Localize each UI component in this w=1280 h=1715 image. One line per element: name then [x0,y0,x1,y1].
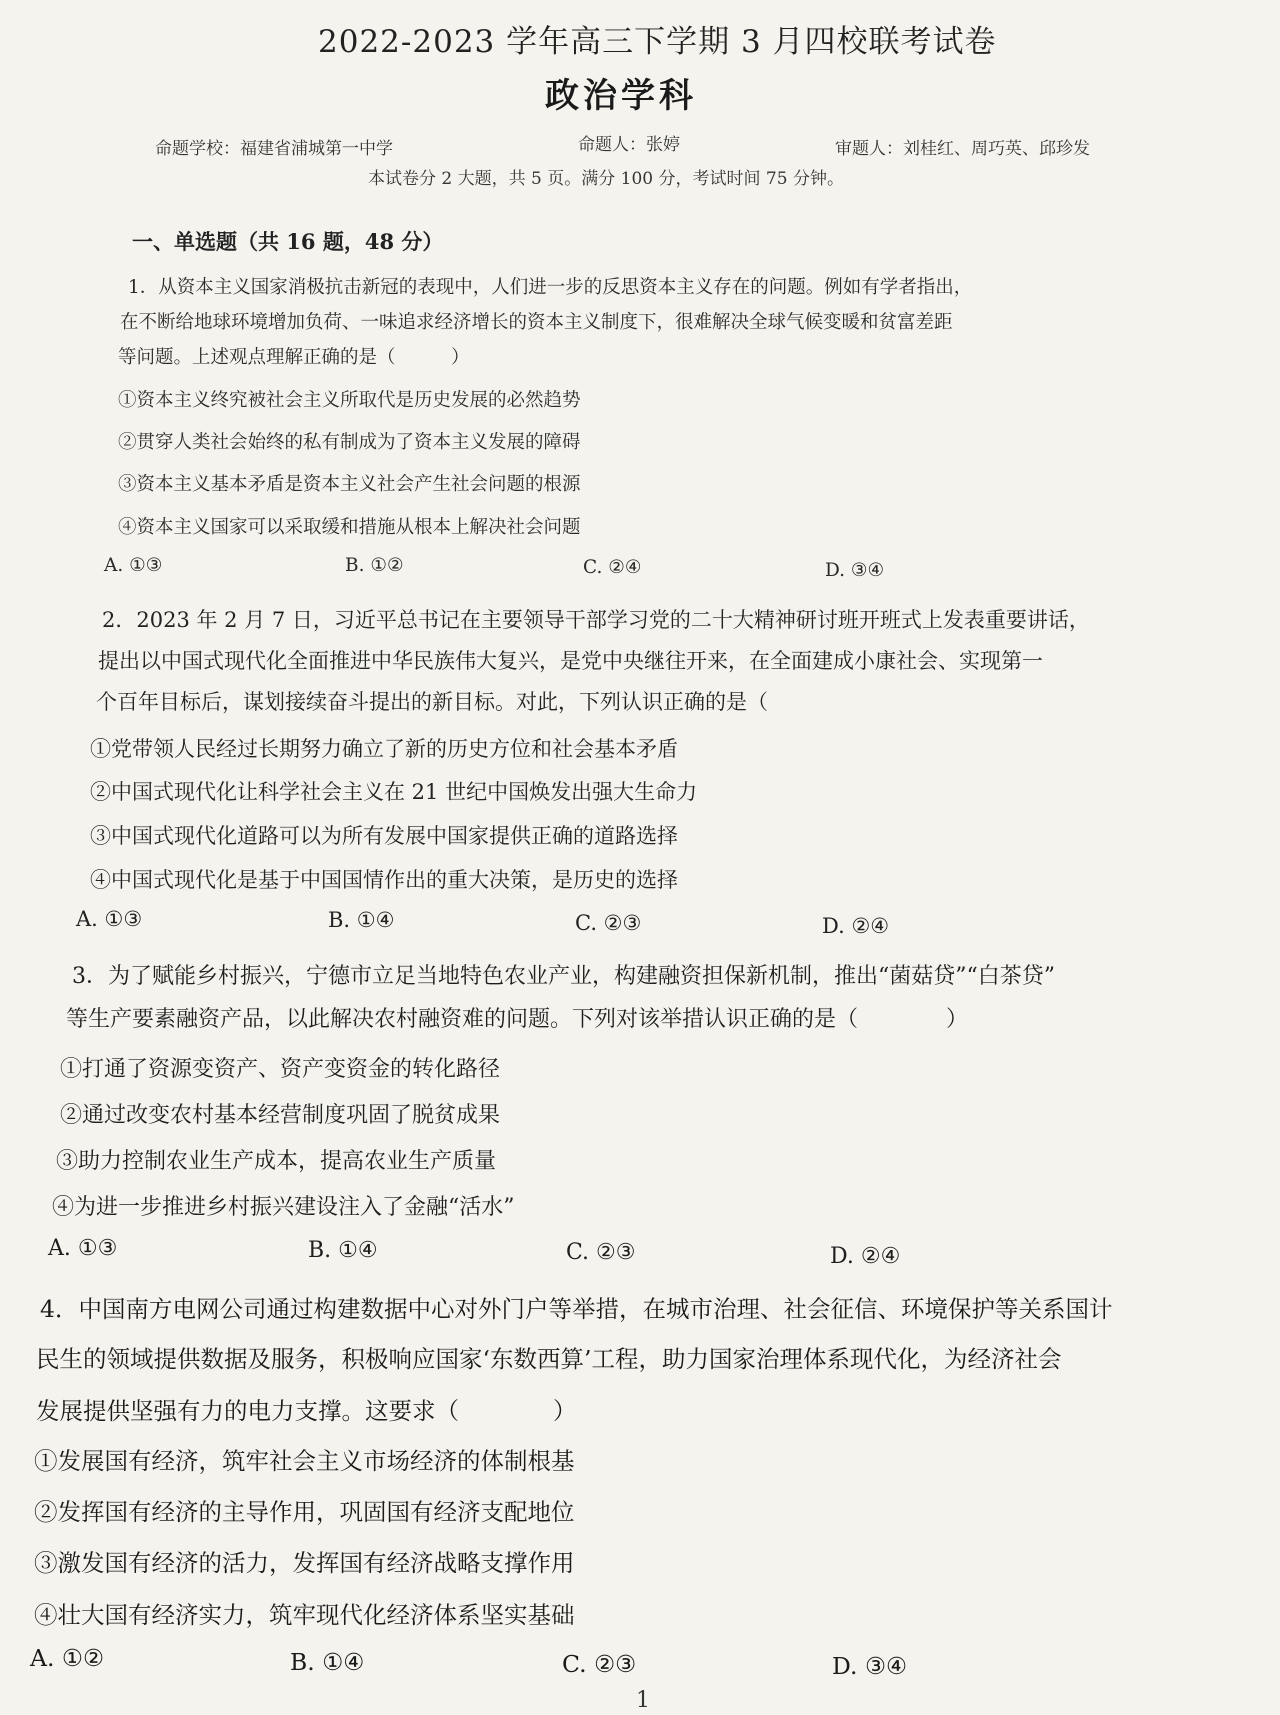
question-stem-line: 2．2023 年 2 月 7 日，习近平总书记在主要领导干部学习党的二十大精神研讨班开班式上发表重要讲话， [102,608,1090,632]
exam-title: 2022-2023 学年高三下学期 3 月四校联考试卷 [318,24,997,60]
question-stem-line: 等生产要素融资产品，以此解决农村融资难的问题。下列对该举措认识正确的是（ ） [66,1007,969,1032]
school-info: 命题学校：福建省浦城第一中学 [155,139,393,159]
question-stem-line: 提出以中国式现代化全面推进中华民族伟大复兴，是党中央继往开来，在全面建成小康社会、实现第一 [98,649,1043,673]
option-a[interactable]: A. ①② [30,1644,105,1672]
question-stem-line: 民生的领域提供数据及服务，积极响应国家‘东数西算’工程，助力国家治理体系现代化，为经济社会 [36,1345,1062,1373]
statement-item: ④资本主义国家可以采取缓和措施从根本上解决社会问题 [118,517,581,538]
option-c[interactable]: C. ②③ [566,1240,636,1265]
option-b[interactable]: B. ①④ [290,1648,365,1676]
statement-item: ③资本主义基本矛盾是资本主义社会产生社会问题的根源 [118,474,581,495]
statement-item: ②中国式现代化让科学社会主义在 21 世纪中国焕发出强大生命力 [90,780,698,804]
question-stem-line: 4．中国南方电网公司通过构建数据中心对外门户等举措，在城市治理、社会征信、环境保护等关系国计 [40,1295,1113,1323]
question-stem-line: 1．从资本主义国家消极抗击新冠的表现中，人们进一步的反思资本主义存在的问题。例如有学者指出， [128,277,973,298]
question-stem-line: 个百年目标后，谋划接续奋斗提出的新目标。对此，下列认识正确的是（ [96,690,768,714]
statement-item: ④壮大国有经济实力，筑牢现代化经济体系坚实基础 [34,1601,575,1629]
statement-item: ①打通了资源变资产、资产变资金的转化路径 [60,1057,501,1082]
statement-item: ②发挥国有经济的主导作用，巩固国有经济支配地位 [34,1498,575,1526]
option-c[interactable]: C. ②③ [562,1650,637,1678]
statement-item: ④中国式现代化是基于中国国情作出的重大决策，是历史的选择 [90,868,678,892]
statement-item: ①资本主义终究被社会主义所取代是历史发展的必然趋势 [118,390,581,411]
option-b[interactable]: B. ①④ [328,908,395,932]
option-d[interactable]: D. ②④ [822,914,890,938]
statement-item: ②通过改变农村基本经营制度巩固了脱贫成果 [60,1103,501,1128]
option-b[interactable]: B. ①④ [308,1238,378,1263]
option-a[interactable]: A. ①③ [48,1236,118,1261]
question-stem-line: 发展提供坚强有力的电力支撑。这要求（ ） [36,1397,577,1425]
exam-instructions: 本试卷分 2 大题，共 5 页。满分 100 分，考试时间 75 分钟。 [368,169,844,189]
question-stem-line: 等问题。上述观点理解正确的是（ ） [118,347,470,368]
statement-item: ①党带领人民经过长期努力确立了新的历史方位和社会基本矛盾 [90,737,678,761]
author-info: 命题人：张婷 [578,135,680,155]
option-a[interactable]: A. ①③ [76,907,143,931]
statement-item: ②贯穿人类社会始终的私有制成为了资本主义发展的障碍 [118,432,581,453]
question-stem-line: 3．为了赋能乡村振兴，宁德市立足当地特色农业产业，构建融资担保新机制，推出“菌菇贷”“白茶贷” [72,964,1055,989]
page-number: 1 [636,1688,650,1713]
statement-item: ③中国式现代化道路可以为所有发展中国家提供正确的道路选择 [90,824,678,848]
option-d[interactable]: D. ③④ [832,1652,908,1680]
option-b[interactable]: B. ①② [345,555,404,576]
statement-item: ④为进一步推进乡村振兴建设注入了金融“活水” [52,1195,515,1220]
subject-title: 政治学科 [545,76,697,116]
question-stem-line: 在不断给地球环境增加负荷、一味追求经济增长的资本主义制度下，很难解决全球气候变暖和贫富差距 [120,312,953,333]
option-c[interactable]: C. ②④ [583,557,642,578]
option-c[interactable]: C. ②③ [575,911,642,935]
statement-item: ①发展国有经济，筑牢社会主义市场经济的体制根基 [34,1447,575,1475]
option-d[interactable]: D. ②④ [830,1244,901,1269]
option-a[interactable]: A. ①③ [104,555,163,576]
reviewer-info: 审题人：刘桂红、周巧英、邱珍发 [835,139,1090,159]
section-heading: 一、单选题（共 16 题，48 分） [132,229,444,254]
statement-item: ③激发国有经济的活力，发挥国有经济战略支撑作用 [34,1549,575,1577]
option-d[interactable]: D. ③④ [825,560,885,581]
statement-item: ③助力控制农业生产成本，提高农业生产质量 [56,1149,497,1174]
